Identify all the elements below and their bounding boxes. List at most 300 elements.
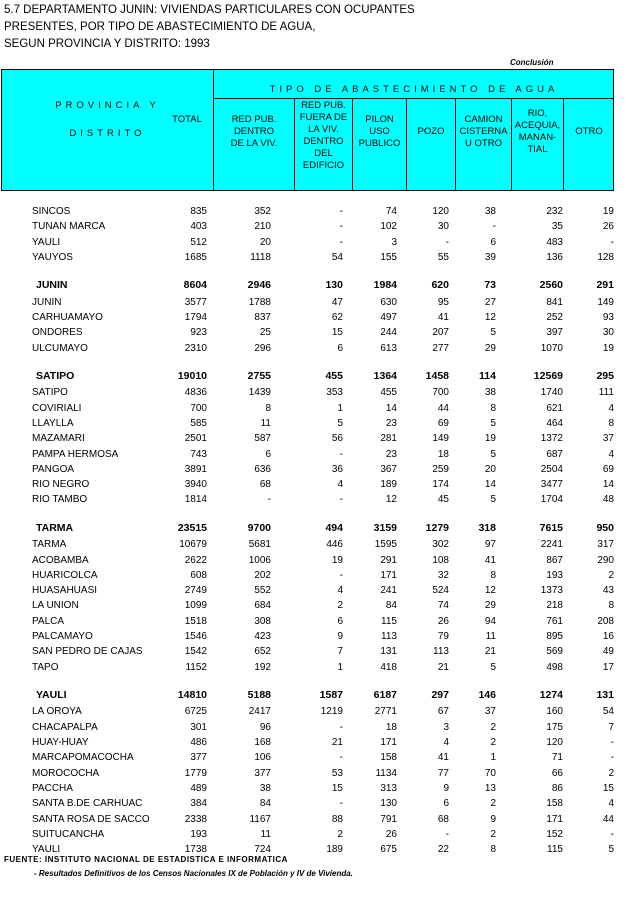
row-value-cell: 3940 <box>184 479 207 491</box>
row-name-cell: YAUYOS <box>32 251 73 263</box>
row-name-cell: MOROCOCHA <box>32 767 100 779</box>
header-col-pozo: POZO <box>417 126 445 137</box>
row-value-cell: 486 <box>190 737 207 749</box>
district-row <box>0 492 627 507</box>
row-value-cell: 84 <box>259 798 271 810</box>
district-row <box>0 431 627 446</box>
row-value-cell: 524 <box>432 585 449 597</box>
header-distrito: DISTRITO <box>69 128 146 139</box>
row-value-cell: 158 <box>380 752 397 764</box>
row-value-cell: 2 <box>490 721 496 733</box>
row-value-cell: 53 <box>331 767 343 779</box>
row-name-cell: TUNAN MARCA <box>32 221 106 233</box>
row-value-cell: 193 <box>190 828 207 840</box>
row-value-cell: 44 <box>437 402 449 414</box>
row-value-cell: 15 <box>331 782 343 794</box>
row-value-cell: - <box>339 221 343 233</box>
district-row <box>0 781 627 796</box>
row-name-cell: LLAYLLA <box>32 417 74 429</box>
row-name-cell: SATIPO <box>32 387 68 399</box>
row-value-cell: 630 <box>380 296 397 308</box>
row-value-cell: 168 <box>254 737 271 749</box>
row-value-cell: 8 <box>490 844 496 856</box>
row-value-cell: 3577 <box>184 296 207 308</box>
row-name-cell: CARHUAMAYO <box>32 311 103 323</box>
district-row <box>0 796 627 811</box>
row-value-cell: 687 <box>546 448 563 460</box>
row-value-cell: 12 <box>385 494 397 506</box>
row-value-cell: 761 <box>546 615 563 627</box>
header-total: TOTAL <box>172 114 202 125</box>
row-value-cell: 2946 <box>247 279 271 292</box>
row-value-cell: - <box>610 236 614 248</box>
row-value-cell: 29 <box>484 342 496 354</box>
row-value-cell: 14 <box>484 479 496 491</box>
row-value-cell: 1738 <box>184 844 207 856</box>
row-value-cell: 43 <box>602 585 614 597</box>
district-row <box>0 553 627 568</box>
row-value-cell: 171 <box>380 569 397 581</box>
row-value-cell: 56 <box>331 433 343 445</box>
row-value-cell: 895 <box>546 631 563 643</box>
row-value-cell: 218 <box>546 600 563 612</box>
row-value-cell: 11 <box>260 417 271 429</box>
row-value-cell: 3 <box>443 721 449 733</box>
row-value-cell: 301 <box>190 721 207 733</box>
row-name-cell: MARCAPOMACOCHA <box>32 752 134 764</box>
row-value-cell: 39 <box>484 251 496 263</box>
row-value-cell: 1984 <box>373 279 397 292</box>
row-value-cell: 47 <box>331 296 343 308</box>
header-col-red-pub-fuera: RED PUB. FUERA DE LA VIV. DENTRO DEL EDIFICIO <box>299 100 348 171</box>
row-value-cell: 1542 <box>184 646 207 658</box>
row-value-cell: 131 <box>596 688 614 701</box>
row-value-cell: 2749 <box>184 585 207 597</box>
row-value-cell: - <box>610 828 614 840</box>
row-value-cell: 120 <box>432 206 449 217</box>
row-value-cell: 6 <box>443 798 449 810</box>
row-value-cell: - <box>339 721 343 733</box>
row-value-cell: 297 <box>431 688 449 701</box>
row-value-cell: 210 <box>254 221 271 233</box>
row-value-cell: 19 <box>602 206 614 217</box>
row-value-cell: 23515 <box>177 521 207 534</box>
row-name-cell: RIO TAMBO <box>32 494 88 506</box>
row-value-cell: 16 <box>602 631 614 643</box>
row-name-cell: JUNIN <box>36 279 68 292</box>
row-name-cell: RIO NEGRO <box>32 479 90 491</box>
row-value-cell: 22 <box>437 844 449 856</box>
row-value-cell: 115 <box>547 844 563 856</box>
row-name-cell: PANGOA <box>32 463 75 475</box>
row-value-cell: 841 <box>546 296 563 308</box>
row-value-cell: 1372 <box>540 433 563 445</box>
row-value-cell: 455 <box>380 387 397 399</box>
district-row <box>0 204 627 219</box>
row-value-cell: 37 <box>484 706 496 718</box>
row-value-cell: 73 <box>484 279 496 292</box>
row-value-cell: 55 <box>437 251 449 263</box>
row-value-cell: 291 <box>380 554 397 566</box>
row-value-cell: 3 <box>391 236 397 248</box>
conclusion-label: Conclusión <box>510 58 554 67</box>
row-value-cell: 5 <box>490 417 496 429</box>
row-value-cell: 317 <box>597 539 614 551</box>
row-value-cell: 77 <box>437 767 449 779</box>
district-row <box>0 812 627 827</box>
row-value-cell: 2771 <box>374 706 397 718</box>
row-value-cell: 189 <box>380 479 397 491</box>
row-value-cell: 23 <box>385 417 397 429</box>
row-value-cell: 192 <box>254 661 271 673</box>
district-row <box>0 827 627 842</box>
district-row <box>0 598 627 613</box>
row-value-cell: 102 <box>380 221 397 233</box>
row-value-cell: 45 <box>437 494 449 506</box>
row-name-cell: SINCOS <box>32 206 71 217</box>
row-value-cell: 277 <box>432 342 449 354</box>
row-value-cell: - <box>339 236 343 248</box>
row-value-cell: - <box>339 448 343 460</box>
row-value-cell: 446 <box>326 539 343 551</box>
row-value-cell: 489 <box>190 782 207 794</box>
row-value-cell: 2 <box>490 828 496 840</box>
row-value-cell: 377 <box>254 767 271 779</box>
row-value-cell: 21 <box>331 737 343 749</box>
row-value-cell: 68 <box>437 813 449 825</box>
row-value-cell: 1704 <box>540 494 563 506</box>
row-value-cell: 54 <box>602 706 614 718</box>
row-value-cell: 69 <box>602 463 614 475</box>
row-value-cell: 636 <box>254 463 271 475</box>
row-value-cell: 66 <box>551 767 563 779</box>
district-row <box>0 341 627 356</box>
row-value-cell: 171 <box>546 813 563 825</box>
row-value-cell: 9 <box>443 782 449 794</box>
row-value-cell: 455 <box>325 369 343 382</box>
district-row <box>0 704 627 719</box>
row-name-cell: JUNIN <box>32 296 62 308</box>
row-value-cell: 93 <box>602 311 614 323</box>
row-value-cell: 36 <box>331 463 343 475</box>
table-title-line-3: SEGUN PROVINCIA Y DISTRITO: 1993 <box>4 38 210 50</box>
row-name-cell: PALCA <box>32 615 65 627</box>
row-value-cell: 15 <box>331 327 343 339</box>
row-value-cell: 835 <box>190 206 207 217</box>
row-name-cell: LA OROYA <box>32 706 82 718</box>
row-value-cell: 552 <box>254 585 271 597</box>
row-value-cell: 208 <box>597 615 614 627</box>
row-value-cell: 49 <box>602 646 614 658</box>
district-row <box>0 235 627 250</box>
row-value-cell: 1814 <box>184 494 207 506</box>
district-row <box>0 477 627 492</box>
district-row <box>0 462 627 477</box>
row-value-cell: 700 <box>432 387 449 399</box>
row-value-cell: 4836 <box>184 387 207 399</box>
row-value-cell: 587 <box>254 433 271 445</box>
row-value-cell: 1458 <box>425 369 449 382</box>
row-value-cell: 41 <box>437 752 449 764</box>
district-row <box>0 385 627 400</box>
row-value-cell: 26 <box>437 615 449 627</box>
row-value-cell: 1740 <box>540 387 563 399</box>
row-value-cell: 700 <box>190 402 207 414</box>
row-value-cell: 74 <box>385 206 397 217</box>
row-value-cell: 1152 <box>185 661 207 673</box>
province-row <box>0 687 627 705</box>
row-value-cell: 14 <box>602 479 614 491</box>
row-value-cell: 21 <box>484 646 496 658</box>
row-name-cell: YAULI <box>36 688 67 701</box>
row-value-cell: 8 <box>490 569 496 581</box>
row-value-cell: 149 <box>597 296 614 308</box>
row-value-cell: 21 <box>437 661 449 673</box>
row-value-cell: 2417 <box>248 706 271 718</box>
row-value-cell: 384 <box>190 798 207 810</box>
district-row <box>0 537 627 552</box>
footer-note: - Resultados Definitivos de los Censos Nacionales IX de Población y IV de Vivienda. <box>34 869 353 878</box>
row-name-cell: COVIRIALI <box>32 402 82 414</box>
district-row <box>0 720 627 735</box>
row-value-cell: 4 <box>608 402 614 414</box>
row-value-cell: - <box>445 236 449 248</box>
row-value-cell: 6 <box>490 236 496 248</box>
row-value-cell: 923 <box>190 327 207 339</box>
row-value-cell: 403 <box>190 221 207 233</box>
row-name-cell: CHACAPALPA <box>32 721 98 733</box>
row-name-cell: YAULI <box>32 844 61 856</box>
row-value-cell: 2310 <box>184 342 207 354</box>
row-name-cell: PALCAMAYO <box>32 631 93 643</box>
row-value-cell: 241 <box>380 585 397 597</box>
row-value-cell: 1 <box>490 752 496 764</box>
row-value-cell: 7 <box>337 646 343 658</box>
row-value-cell: 48 <box>602 494 614 506</box>
row-name-cell: HUASAHUASI <box>32 585 98 597</box>
district-row <box>0 583 627 598</box>
row-value-cell: 1070 <box>540 342 563 354</box>
row-value-cell: 1439 <box>248 387 271 399</box>
row-name-cell: SANTA B.DE CARHUAC <box>32 798 143 810</box>
district-row <box>0 660 627 675</box>
row-value-cell: 608 <box>190 569 207 581</box>
row-value-cell: 11 <box>485 631 496 643</box>
row-value-cell: 202 <box>254 569 271 581</box>
row-value-cell: 38 <box>259 782 271 794</box>
district-row <box>0 310 627 325</box>
row-value-cell: 483 <box>546 236 563 248</box>
row-value-cell: 318 <box>478 521 496 534</box>
row-spacer <box>0 356 627 368</box>
row-value-cell: 4 <box>608 798 614 810</box>
row-value-cell: 295 <box>596 369 614 382</box>
row-value-cell: 1779 <box>184 767 207 779</box>
row-value-cell: 302 <box>432 539 449 551</box>
row-value-cell: 128 <box>597 251 614 263</box>
row-value-cell: 70 <box>484 767 496 779</box>
row-value-cell: 189 <box>326 844 343 856</box>
row-value-cell: 2504 <box>540 463 563 475</box>
header-provincia: PROVINCIA Y <box>55 100 160 111</box>
row-value-cell: 94 <box>484 615 496 627</box>
row-value-cell: 68 <box>259 479 271 491</box>
row-value-cell: 377 <box>190 752 207 764</box>
row-value-cell: 1099 <box>184 600 207 612</box>
row-value-cell: 8604 <box>183 279 207 292</box>
row-value-cell: 244 <box>380 327 397 339</box>
row-value-cell: 281 <box>380 433 397 445</box>
row-name-cell: SANTA ROSA DE SACCO <box>32 813 150 825</box>
row-value-cell: 8 <box>265 402 271 414</box>
row-value-cell: 19 <box>331 554 343 566</box>
row-value-cell: 1006 <box>248 554 271 566</box>
row-value-cell: 108 <box>432 554 449 566</box>
row-value-cell: 743 <box>190 448 207 460</box>
row-value-cell: 30 <box>602 327 614 339</box>
row-value-cell: 4 <box>443 737 449 749</box>
row-value-cell: 10679 <box>179 539 207 551</box>
row-value-cell: 41 <box>484 554 496 566</box>
row-value-cell: 113 <box>381 631 397 643</box>
row-value-cell: 675 <box>380 844 397 856</box>
row-value-cell: 62 <box>331 311 343 323</box>
row-value-cell: 5 <box>490 661 496 673</box>
row-value-cell: 19 <box>602 342 614 354</box>
row-value-cell: 38 <box>484 206 496 217</box>
row-value-cell: 3891 <box>184 463 207 475</box>
row-value-cell: - <box>445 828 449 840</box>
row-value-cell: 3477 <box>540 479 563 491</box>
row-value-cell: 5 <box>337 417 343 429</box>
row-value-cell: 96 <box>259 721 271 733</box>
row-value-cell: 232 <box>546 206 563 217</box>
district-row <box>0 614 627 629</box>
row-value-cell: 4 <box>337 479 343 491</box>
row-value-cell: 29 <box>484 600 496 612</box>
row-name-cell: TARMA <box>32 539 67 551</box>
row-value-cell: 14 <box>385 402 397 414</box>
row-value-cell: - <box>339 798 343 810</box>
row-value-cell: 30 <box>437 221 449 233</box>
row-value-cell: 74 <box>437 600 449 612</box>
row-value-cell: 18 <box>385 721 397 733</box>
row-value-cell: 9 <box>337 631 343 643</box>
row-value-cell: 259 <box>432 463 449 475</box>
row-value-cell: 494 <box>325 521 343 534</box>
row-value-cell: 291 <box>596 279 614 292</box>
row-value-cell: 9700 <box>247 521 271 534</box>
row-value-cell: 26 <box>385 828 397 840</box>
row-name-cell: HUARICOLCA <box>32 569 98 581</box>
header-supertitle: TIPO DE ABASTECIMIENTO DE AGUA <box>269 84 559 95</box>
row-value-cell: 1274 <box>539 688 563 701</box>
row-value-cell: 8 <box>608 600 614 612</box>
district-row <box>0 401 627 416</box>
row-value-cell: 252 <box>546 311 563 323</box>
row-value-cell: 20 <box>484 463 496 475</box>
row-value-cell: 423 <box>254 631 271 643</box>
row-value-cell: - <box>610 737 614 749</box>
row-value-cell: 54 <box>331 251 343 263</box>
row-name-cell: ULCUMAYO <box>32 342 88 354</box>
row-value-cell: 158 <box>546 798 563 810</box>
row-value-cell: 2 <box>490 737 496 749</box>
row-value-cell: 27 <box>484 296 496 308</box>
row-value-cell: 2241 <box>540 539 563 551</box>
row-value-cell: 352 <box>254 206 271 217</box>
row-name-cell: YAULI <box>32 236 61 248</box>
row-value-cell: 3159 <box>373 521 397 534</box>
row-value-cell: 1118 <box>250 251 271 263</box>
row-name-cell: TARMA <box>36 521 74 534</box>
row-value-cell: 44 <box>602 813 614 825</box>
row-value-cell: 113 <box>433 646 449 658</box>
row-value-cell: 2 <box>337 600 343 612</box>
row-value-cell: 2501 <box>184 433 207 445</box>
row-value-cell: 207 <box>432 327 449 339</box>
row-value-cell: 20 <box>259 236 271 248</box>
row-value-cell: 1595 <box>374 539 397 551</box>
row-value-cell: 5 <box>490 448 496 460</box>
row-name-cell: HUAY-HUAY <box>32 737 89 749</box>
row-value-cell: - <box>492 221 496 233</box>
row-value-cell: 6 <box>337 342 343 354</box>
row-value-cell: 37 <box>602 433 614 445</box>
row-name-cell: TAPO <box>32 661 59 673</box>
row-value-cell: 11 <box>260 828 271 840</box>
row-value-cell: 397 <box>546 327 563 339</box>
district-row <box>0 447 627 462</box>
district-row <box>0 325 627 340</box>
row-name-cell: MAZAMARI <box>32 433 85 445</box>
row-value-cell: 6187 <box>373 688 397 701</box>
district-row <box>0 568 627 583</box>
header-col-red-pub-dentro: RED PUB. DENTRO DE LA VIV. <box>230 114 278 149</box>
row-value-cell: 175 <box>546 721 563 733</box>
footer-source: FUENTE: INSTITUTO NACIONAL DE ESTADISTICA E INFORMATICA <box>4 855 288 864</box>
header-col-pilon: PILON USO PUBLICO <box>358 114 401 149</box>
row-value-cell: 7 <box>608 721 614 733</box>
row-value-cell: 41 <box>437 311 449 323</box>
district-row <box>0 629 627 644</box>
row-value-cell: 14810 <box>177 688 207 701</box>
row-value-cell: 296 <box>254 342 271 354</box>
row-value-cell: 5 <box>490 494 496 506</box>
row-value-cell: 684 <box>254 600 271 612</box>
row-value-cell: - <box>339 494 343 506</box>
row-value-cell: 4 <box>608 448 614 460</box>
row-value-cell: 1685 <box>184 251 207 263</box>
row-value-cell: 2 <box>337 828 343 840</box>
district-row <box>0 644 627 659</box>
row-value-cell: 2755 <box>247 369 271 382</box>
row-value-cell: 160 <box>546 706 563 718</box>
row-value-cell: 120 <box>546 737 563 749</box>
row-value-cell: 12 <box>484 585 496 597</box>
row-value-cell: 290 <box>597 554 614 566</box>
row-spacer <box>0 675 627 687</box>
row-value-cell: 585 <box>190 417 207 429</box>
row-value-cell: 867 <box>546 554 563 566</box>
row-value-cell: 613 <box>380 342 397 354</box>
row-value-cell: 95 <box>437 296 449 308</box>
row-value-cell: 2560 <box>539 279 563 292</box>
row-value-cell: 6 <box>265 448 271 460</box>
row-value-cell: 19010 <box>177 369 207 382</box>
row-spacer <box>0 508 627 520</box>
row-value-cell: 131 <box>380 646 397 658</box>
